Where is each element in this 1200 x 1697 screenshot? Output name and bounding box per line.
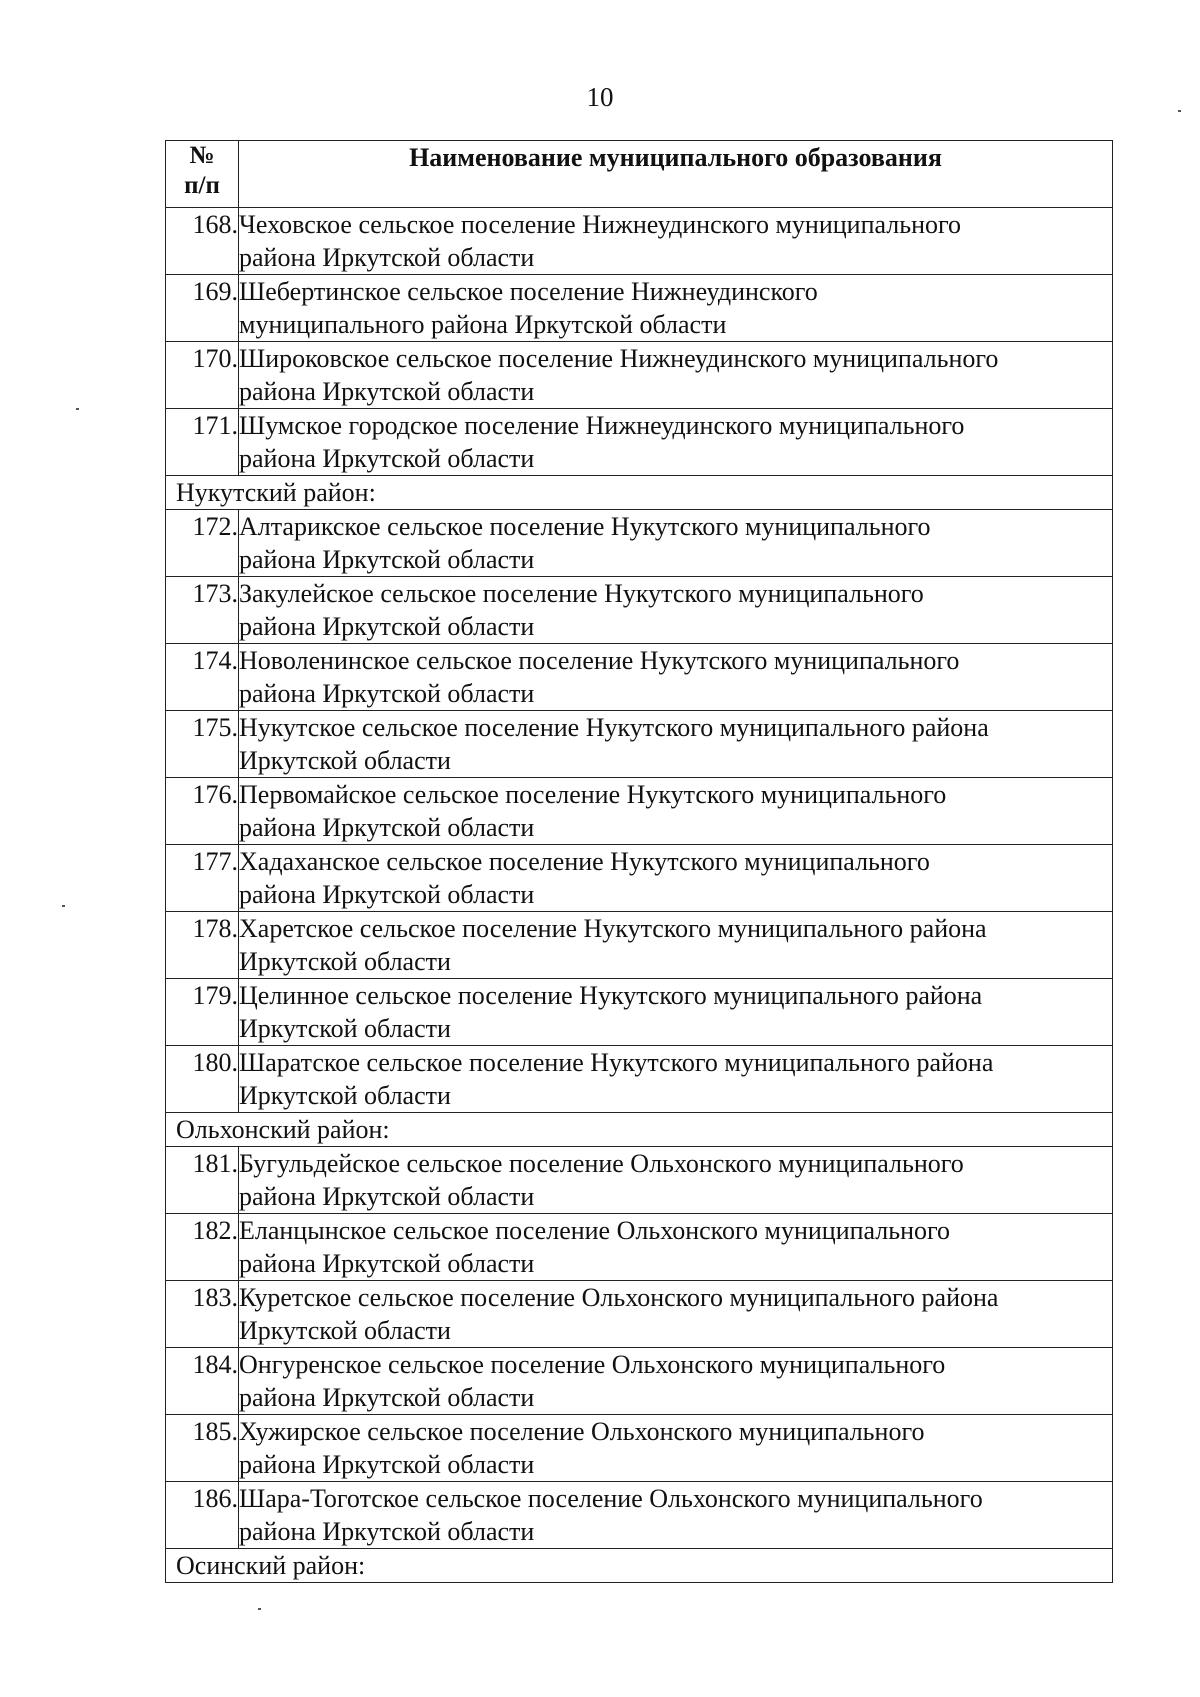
municipality-name xyxy=(239,1482,1113,1549)
municipality-name-line: Шебертинское сельское поселение Нижнеудинского xyxy=(239,277,818,306)
municipality-name xyxy=(239,1281,1113,1348)
municipality-name-line: Иркутской области xyxy=(239,1316,451,1345)
table-row xyxy=(166,912,1113,979)
row-number: 174. xyxy=(166,644,239,711)
scan-speck xyxy=(258,1608,261,1610)
municipality-name-line: района Иркутской области xyxy=(239,243,535,272)
region-heading-row xyxy=(166,1549,1113,1583)
table-row xyxy=(166,979,1113,1046)
municipality-name-line: района Иркутской области xyxy=(239,1383,535,1412)
municipality-name-line: района Иркутской области xyxy=(239,444,535,473)
municipality-name-line: района Иркутской области xyxy=(239,377,535,406)
municipality-name xyxy=(239,912,1113,979)
municipality-name-line: Алтарикское сельское поселение Нукутского муниципального xyxy=(239,512,931,541)
municipality-name xyxy=(239,409,1113,476)
municipality-name-line: Первомайское сельское поселение Нукутского муниципального xyxy=(239,780,947,809)
municipality-name-line: района Иркутской области xyxy=(239,880,535,909)
row-number: 171. xyxy=(166,409,239,476)
row-number: 175. xyxy=(166,711,239,778)
row-number: 178. xyxy=(166,912,239,979)
municipality-name-line: Хадаханское сельское поселение Нукутского муниципального xyxy=(239,847,930,876)
row-number: 176. xyxy=(166,778,239,845)
municipality-name xyxy=(239,1415,1113,1482)
municipality-name-line: Иркутской области xyxy=(239,746,451,775)
municipality-name-line: Иркутской области xyxy=(239,1014,451,1043)
row-number: 183. xyxy=(166,1281,239,1348)
municipality-name-line: района Иркутской области xyxy=(239,813,535,842)
header-number-cell xyxy=(166,141,239,208)
municipality-name xyxy=(239,711,1113,778)
table-row xyxy=(166,1046,1113,1113)
header-number-line: № xyxy=(189,142,215,169)
municipality-name-line: района Иркутской области xyxy=(239,1450,535,1479)
region-heading-row xyxy=(166,1113,1113,1147)
municipality-name-line: района Иркутской области xyxy=(239,1182,535,1211)
table-row xyxy=(166,208,1113,275)
municipality-name-line: Онгуренское сельское поселение Ольхонского муниципального xyxy=(239,1350,946,1379)
municipality-name-line: муниципального района Иркутской области xyxy=(239,310,727,339)
municipality-name xyxy=(239,1147,1113,1214)
municipality-name-line: Хужирское сельское поселение Ольхонского муниципального xyxy=(239,1417,925,1446)
table-row xyxy=(166,1214,1113,1281)
header-number-line: п/п xyxy=(184,172,220,199)
row-number: 181. xyxy=(166,1147,239,1214)
table-row xyxy=(166,711,1113,778)
table-row xyxy=(166,409,1113,476)
municipality-name-line: Целинное сельское поселение Нукутского муниципального района xyxy=(239,981,983,1010)
municipality-name xyxy=(239,1214,1113,1281)
municipality-name xyxy=(239,778,1113,845)
row-number: 179. xyxy=(166,979,239,1046)
municipality-name-line: Закулейское сельское поселение Нукутского муниципального xyxy=(239,579,924,608)
row-number: 177. xyxy=(166,845,239,912)
municipality-name-line: района Иркутской области xyxy=(239,612,535,641)
municipality-name-line: Нукутское сельское поселение Нукутского муниципального района xyxy=(239,713,989,742)
region-heading: Ольхонский район: xyxy=(166,1113,1113,1147)
municipality-name xyxy=(239,342,1113,409)
municipality-name-line: района Иркутской области xyxy=(239,679,535,708)
municipality-name-line: Куретское сельское поселение Ольхонского муниципального района xyxy=(239,1283,999,1312)
municipality-name-line: Иркутской области xyxy=(239,1081,451,1110)
table-row xyxy=(166,1482,1113,1549)
municipality-name-line: района Иркутской области xyxy=(239,1517,535,1546)
municipality-name xyxy=(239,979,1113,1046)
table-row xyxy=(166,778,1113,845)
table-row xyxy=(166,1348,1113,1415)
municipality-name xyxy=(239,1348,1113,1415)
table-row xyxy=(166,644,1113,711)
municipality-name-line: Шумское городское поселение Нижнеудинского муниципального xyxy=(239,411,965,440)
municipality-name xyxy=(239,1046,1113,1113)
municipality-name xyxy=(239,845,1113,912)
scan-speck xyxy=(62,905,65,907)
row-number: 168. xyxy=(166,208,239,275)
municipality-name-line: Чеховское сельское поселение Нижнеудинского муниципального xyxy=(239,210,962,239)
table-row xyxy=(166,1147,1113,1214)
header-title-cell: Наименование муниципального образования xyxy=(239,141,1113,208)
municipality-name xyxy=(239,510,1113,577)
table-row xyxy=(166,845,1113,912)
municipality-name xyxy=(239,577,1113,644)
row-number: 172. xyxy=(166,510,239,577)
row-number: 169. xyxy=(166,275,239,342)
municipality-name-line: Новоленинское сельское поселение Нукутского муниципального xyxy=(239,646,960,675)
municipality-name-line: района Иркутской области xyxy=(239,1249,535,1278)
region-heading-row xyxy=(166,476,1113,510)
table-row xyxy=(166,510,1113,577)
municipality-name-line: Харетское сельское поселение Нукутского муниципального района xyxy=(239,914,987,943)
row-number: 170. xyxy=(166,342,239,409)
municipality-name-line: Шаратское сельское поселение Нукутского муниципального района xyxy=(239,1048,994,1077)
municipality-name-line: района Иркутской области xyxy=(239,545,535,574)
page-number: 10 xyxy=(586,82,614,112)
municipality-name xyxy=(239,644,1113,711)
table-row xyxy=(166,1415,1113,1482)
row-number: 184. xyxy=(166,1348,239,1415)
table-header-row xyxy=(166,141,1113,208)
region-heading: Нукутский район: xyxy=(166,476,1113,510)
row-number: 185. xyxy=(166,1415,239,1482)
municipalities-table xyxy=(165,140,1113,1583)
region-heading: Осинский район: xyxy=(166,1549,1113,1583)
table-row xyxy=(166,1281,1113,1348)
table-row xyxy=(166,577,1113,644)
municipality-name xyxy=(239,208,1113,275)
row-number: 186. xyxy=(166,1482,239,1549)
row-number: 180. xyxy=(166,1046,239,1113)
scan-speck xyxy=(76,408,79,410)
municipality-name-line: Бугульдейское сельское поселение Ольхонского муниципального xyxy=(239,1149,964,1178)
table-row xyxy=(166,342,1113,409)
municipality-name xyxy=(239,275,1113,342)
municipality-name-line: Еланцынское сельское поселение Ольхонского муниципального xyxy=(239,1216,951,1245)
municipality-name-line: Шара-Тоготское сельское поселение Ольхонского муниципального xyxy=(239,1484,983,1513)
municipality-name-line: Широковское сельское поселение Нижнеудинского муниципального xyxy=(239,344,999,373)
scan-speck xyxy=(1178,110,1181,112)
table-row xyxy=(166,275,1113,342)
row-number: 173. xyxy=(166,577,239,644)
row-number: 182. xyxy=(166,1214,239,1281)
municipality-name-line: Иркутской области xyxy=(239,947,451,976)
